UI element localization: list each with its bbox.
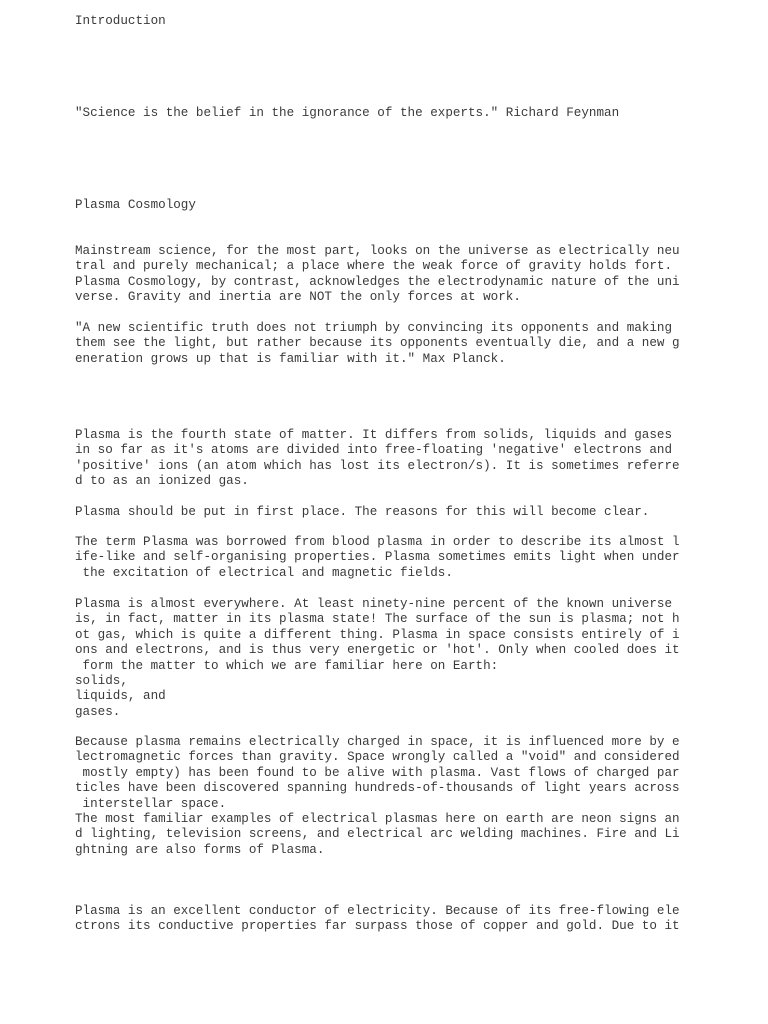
text-line: Plasma is almost everywhere. At least ninety-nine percent of the known universe	[75, 597, 673, 611]
text-line: ghtning are also forms of Plasma.	[75, 842, 325, 857]
text-line: The term Plasma was borrowed from blood plasma in order to describe its almost l	[75, 535, 680, 549]
text-line: interstellar space.	[75, 796, 227, 811]
text-line: is, in fact, matter in its plasma state! The surface of the sun is plasma; not h	[75, 612, 680, 627]
text-line: mostly empty) has been found to be alive with plasma. Vast flows of charged par	[75, 765, 680, 780]
text-line: tral and purely mechanical; a place where the weak force of gravity holds fort.	[75, 259, 673, 274]
text-line: eneration grows up that is familiar with it." Max Planck.	[75, 351, 506, 366]
text-line: ife-like and self-organising properties. Plasma sometimes emits light when under	[75, 550, 680, 565]
document-heading: Introduction	[75, 14, 166, 28]
text-line: "A new scientific truth does not triumph by convincing its opponents and making	[75, 321, 673, 335]
text-line: 'positive' ions (an atom which has lost its electron/s). It is sometimes referre	[75, 458, 680, 473]
text-line: Because plasma remains electrically charged in space, it is influenced more by e	[75, 735, 680, 749]
list-item: gases.	[75, 704, 121, 719]
text-line: ticles have been discovered spanning hundreds-of-thousands of light years across	[75, 781, 680, 796]
epigraph-quote: "Science is the belief in the ignorance of the experts." Richard Feynman	[75, 106, 620, 120]
text-line: Plasma should be put in first place. The reasons for this will become clear.	[75, 505, 650, 519]
text-line: form the matter to which we are familiar here on Earth:	[75, 658, 499, 673]
list-item: solids,	[75, 674, 128, 688]
text-line: Plasma Cosmology, by contrast, acknowledges the electrodynamic nature of the uni	[75, 274, 680, 289]
text-line: ons and electrons, and is thus very energetic or 'hot'. Only when cooled does it	[75, 643, 680, 658]
text-line: d to as an ionized gas.	[75, 474, 249, 489]
text-line: lectromagnetic forces than gravity. Space wrongly called a "void" and considered	[75, 750, 680, 765]
text-line: d lighting, television screens, and electrical arc welding machines. Fire and Li	[75, 827, 680, 842]
text-line: The most familiar examples of electrical plasmas here on earth are neon signs an	[75, 812, 680, 826]
text-line: Plasma is an excellent conductor of electricity. Because of its free-flowing ele	[75, 904, 680, 918]
text-line: Mainstream science, for the most part, looks on the universe as electrically neu	[75, 244, 680, 258]
list-item: liquids, and	[75, 689, 166, 704]
text-line: in so far as it's atoms are divided into free-floating 'negative' electrons and	[75, 443, 673, 458]
text-line: them see the light, but rather because its opponents eventually die, and a new g	[75, 336, 680, 351]
text-line: ctrons its conductive properties far surpass those of copper and gold. Due to it	[75, 919, 680, 934]
text-line: verse. Gravity and inertia are NOT the only forces at work.	[75, 290, 521, 305]
section-title: Plasma Cosmology	[75, 198, 196, 212]
text-line: Plasma is the fourth state of matter. It differs from solids, liquids and gases	[75, 428, 673, 442]
text-line: ot gas, which is quite a different thing. Plasma in space consists entirely of i	[75, 627, 680, 642]
text-line: the excitation of electrical and magnetic fields.	[75, 565, 453, 580]
